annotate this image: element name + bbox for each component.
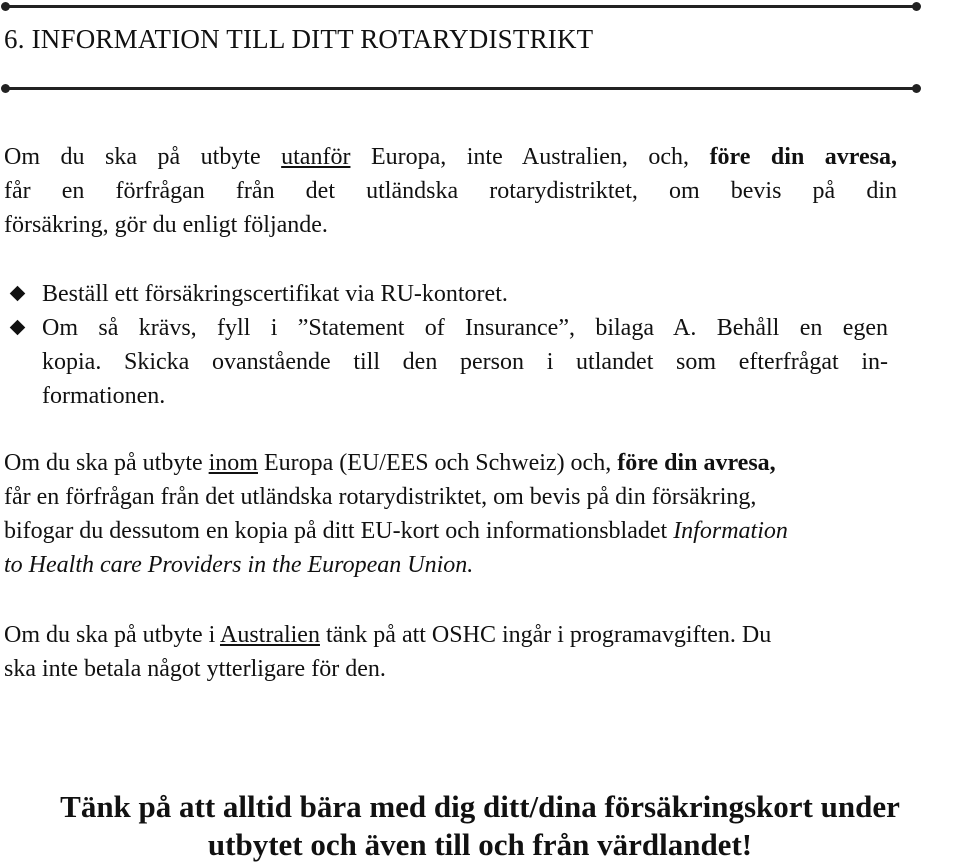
- list-item: [8, 311, 888, 413]
- text-run: Om du ska på utbyte: [4, 450, 209, 476]
- paragraph-outside-europe: [4, 140, 897, 242]
- text-run: Om du ska på utbyte: [4, 144, 282, 170]
- list-item-text: Om så krävs, fyll i ”Statement of Insurance”, bilaga A. Behåll en egen: [42, 315, 888, 341]
- paragraph-line: [4, 446, 957, 480]
- diamond-bullet-icon: [10, 286, 26, 302]
- paragraph-line: försäkring, gör du enligt följande.: [4, 212, 328, 238]
- underlined-text: Australien: [219, 622, 320, 648]
- underlined-text: inom: [208, 450, 258, 476]
- bullet-list: [8, 277, 888, 413]
- list-item-text: formationen.: [42, 383, 166, 409]
- bold-text: före din avresa,: [617, 450, 776, 476]
- text-run: tänk på att OSHC ingår i programavgiften. Du: [319, 622, 772, 648]
- paragraph-australia: [4, 618, 944, 686]
- diamond-bullet-icon: [10, 320, 26, 336]
- list-item: [8, 277, 888, 311]
- bottom-divider: [4, 87, 918, 90]
- section-heading: 6. INFORMATION TILL DITT ROTARYDISTRIKT: [4, 24, 594, 54]
- top-divider: [4, 5, 918, 8]
- italic-text: Information: [673, 518, 788, 544]
- paragraph-line: får en förfrågan från det utländska rotarydistriktet, om bevis på din: [4, 178, 897, 204]
- text-run: Europa (EU/EES och Schweiz) och,: [257, 450, 618, 476]
- paragraph-line: får en förfrågan från det utländska rotarydistriktet, om bevis på din försäkring,: [4, 484, 757, 510]
- text-run: Om du ska på utbyte i: [4, 622, 220, 648]
- list-item-text: Beställ ett försäkringscertifikat via RU-kontoret.: [42, 281, 508, 307]
- footer-line: utbytet och även till och från värdlandet!: [207, 827, 753, 862]
- paragraph-line: [4, 514, 957, 548]
- paragraph-inside-europe: [4, 446, 957, 582]
- underlined-text: utanför: [281, 144, 351, 170]
- paragraph-line: to Health care Providers in the European Union.: [4, 552, 474, 578]
- reminder-footer: [0, 788, 960, 864]
- list-item-text: kopia. Skicka ovanstående till den person i utlandet som efterfrågat in-: [42, 349, 888, 375]
- footer-line: Tänk på att alltid bära med dig ditt/dina försäkringskort under: [60, 789, 900, 824]
- text-run: bifogar du dessutom en kopia på ditt EU-kort och informationsbladet: [4, 518, 674, 544]
- paragraph-line: ska inte betala något ytterligare för den.: [4, 656, 386, 682]
- bold-text: före din avresa,: [709, 144, 898, 170]
- text-run: Europa, inte Australien, och,: [350, 144, 710, 170]
- paragraph-line: [4, 618, 944, 652]
- paragraph-line: [4, 140, 897, 174]
